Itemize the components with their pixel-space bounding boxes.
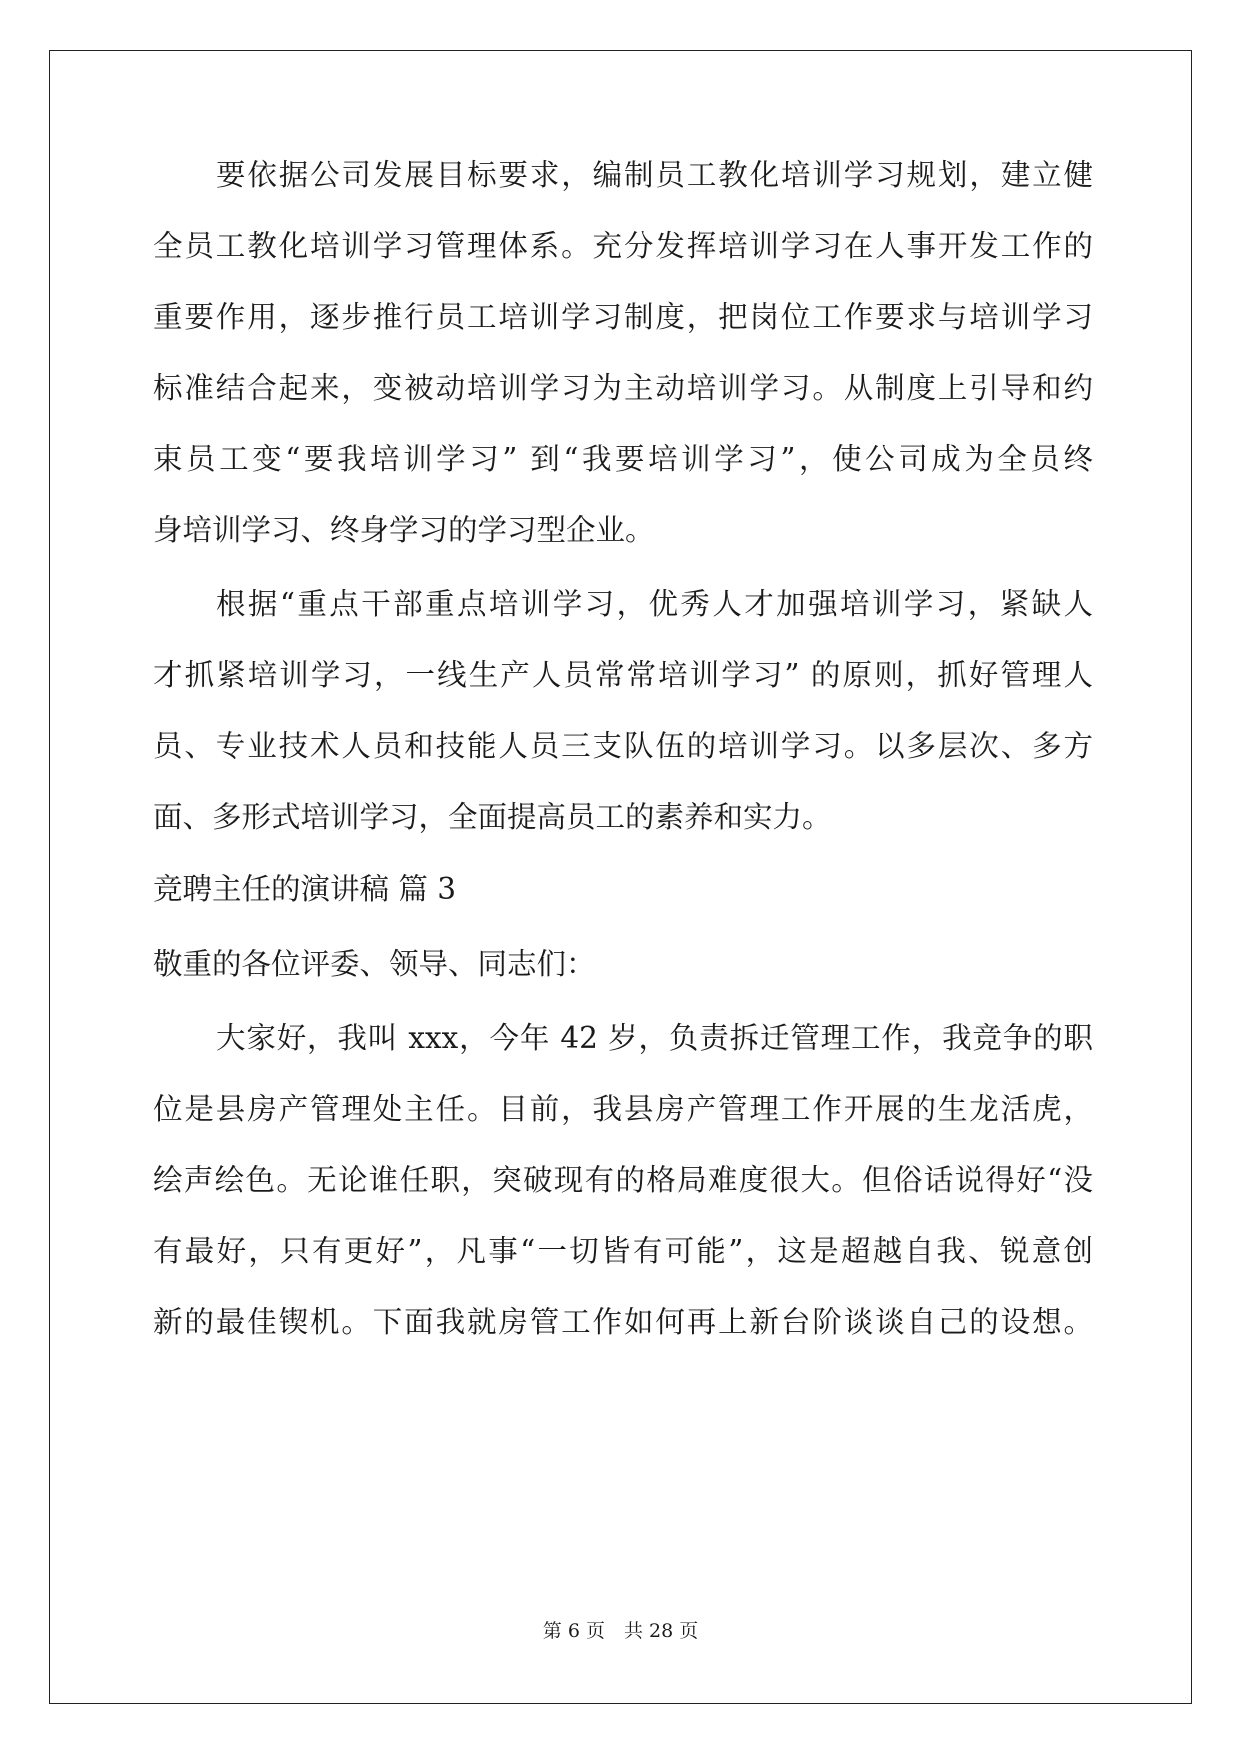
text-line: 全员工教化培训学习管理体系。充分发挥培训学习在人事开发工作的 (153, 229, 1093, 263)
salutation: 敬重的各位评委、领导、同志们： (153, 947, 596, 981)
text-line: 员、专业技术人员和技能人员三支队伍的培训学习。以多层次、多方 (153, 729, 1093, 763)
text-line: 要依据公司发展目标要求，编制员工教化培训学习规划，建立健 (216, 158, 1093, 192)
text-line: 束员工变“要我培训学习” 到“我要培训学习”，使公司成为全员终 (153, 442, 1093, 476)
text-line: 标准结合起来，变被动培训学习为主动培训学习。从制度上引导和约 (153, 371, 1093, 405)
page-footer: 第 6 页 共 28 页 (542, 1620, 699, 1642)
text-line: 重要作用，逐步推行员工培训学习制度，把岗位工作要求与培训学习 (153, 300, 1093, 334)
text-line: 有最好，只有更好”，凡事“一切皆有可能”，这是超越自我、锐意创 (153, 1234, 1093, 1268)
section-heading: 竞聘主任的演讲稿 篇 3 (153, 872, 457, 906)
text-line: 根据“重点干部重点培训学习，优秀人才加强培训学习，紧缺人 (216, 587, 1093, 621)
text-line: 新的最佳锲机。下面我就房管工作如何再上新台阶谈谈自己的设想。 (153, 1305, 1093, 1339)
text-line: 绘声绘色。无论谁任职，突破现有的格局难度很大。但俗话说得好“没 (153, 1163, 1093, 1197)
text-line: 大家好，我叫 xxx，今年 42 岁，负责拆迁管理工作，我竞争的职 (216, 1021, 1093, 1055)
text-line: 身培训学习、终身学习的学习型企业。 (153, 513, 655, 547)
text-line: 才抓紧培训学习，一线生产人员常常培训学习” 的原则，抓好管理人 (153, 658, 1093, 692)
text-line: 位是县房产管理处主任。目前，我县房产管理工作开展的生龙活虎， (153, 1092, 1093, 1126)
text-line: 面、多形式培训学习，全面提高员工的素养和实力。 (153, 800, 832, 834)
